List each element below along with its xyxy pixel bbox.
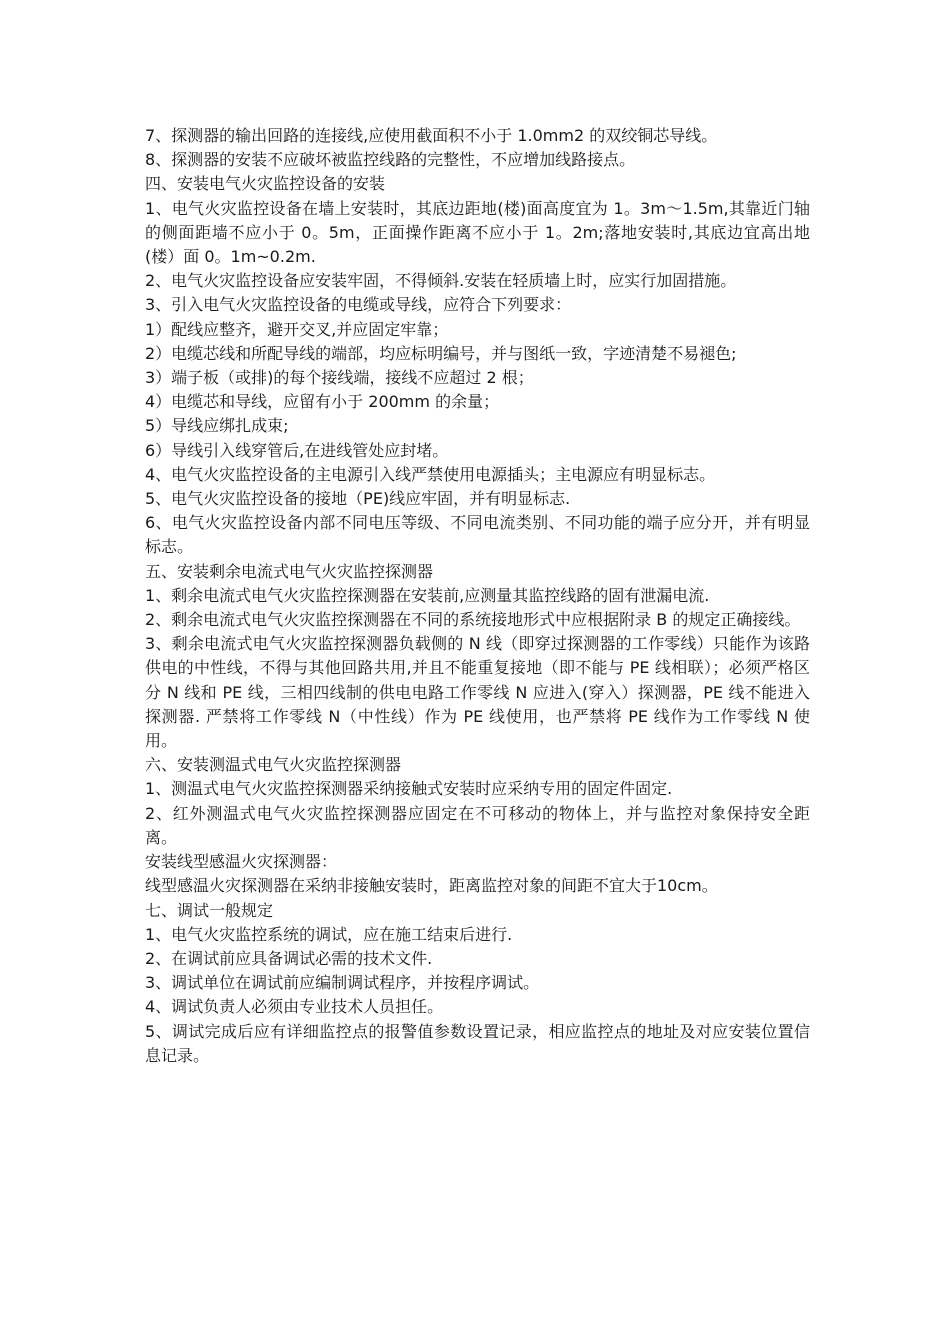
section-heading-5: 五、安装剩余电流式电气火灾监控探测器 — [145, 561, 434, 581]
paragraph-item-8: 8、探测器的安装不应破坏被监控线路的完整性，不应增加线路接点。 — [145, 150, 636, 170]
paragraph-item: 2、剩余电流式电气火灾监控探测器在不同的系统接地形式中应根据附录 B 的规定正确接线。 — [145, 610, 801, 630]
paragraph-item: 3、调试单位在调试前应编制调试程序，并按程序调试。 — [145, 973, 540, 993]
paragraph-item: 2、在调试前应具备调试必需的技术文件. — [145, 948, 433, 968]
subheading: 安装线型感温火灾探测器： — [145, 852, 338, 872]
paragraph-item: 线型感温火灾探测器在采纳非接触安装时，距离监控对象的间距不宜大于10cm。 — [145, 876, 718, 896]
sub-item: 3）端子板（或排)的每个接线端，接线不应超过 2 根； — [145, 368, 534, 388]
paragraph-item-7: 7、探测器的输出回路的连接线,应使用截面积不小于 1.0mm2 的双绞铜芯导线。 — [145, 126, 718, 145]
paragraph-item: 1、电气火灾监控系统的调试，应在施工结束后进行. — [145, 924, 513, 944]
paragraph-item: 2、电气火灾监控设备应安装牢固，不得倾斜.安装在轻质墙上时，应实行加固措施。 — [145, 271, 737, 291]
paragraph-item: 1、测温式电气火灾监控探测器采纳接触式安装时应采纳专用的固定件固定. — [145, 779, 673, 799]
paragraph-item: 3、剩余电流式电气火灾监控探测器负载侧的 N 线（即穿过探测器的工作零线）只能作为该路供电的中性线，不得与其他回路共用,并且不能重复接地（即不能与 PE 线相联）；必须严格区分 N 线和 PE 线，三相四线制的供电电路工作零线 N 应进入(穿入）探测器，PE 线不能进入探测器. 严禁将工作零线 N（中性线）作为 PE 线使用，也严禁将 PE 线作为工作零线 N 使用。 — [145, 634, 810, 751]
section-heading-4: 四、安装电气火灾监控设备的安装 — [145, 174, 386, 194]
paragraph-item: 1、剩余电流式电气火灾监控探测器在安装前,应测量其监控线路的固有泄漏电流. — [145, 585, 710, 605]
paragraph-item: 4、调试负责人必须由专业技术人员担任。 — [145, 997, 444, 1017]
document-body — [145, 124, 810, 1068]
sub-item: 2）电缆芯线和所配导线的端部，均应标明编号，并与图纸一致，字迹清楚不易褪色; — [145, 343, 737, 363]
paragraph-item: 4、电气火灾监控设备的主电源引入线严禁使用电源插头；主电源应有明显标志。 — [145, 464, 716, 484]
sub-item: 1）配线应整齐，避开交叉,并应固定牢靠； — [145, 319, 449, 339]
paragraph-item: 3、引入电气火灾监控设备的电缆或导线，应符合下列要求： — [145, 295, 572, 315]
paragraph-item: 5、电气火灾监控设备的接地（PE)线应牢固，并有明显标志. — [145, 489, 571, 509]
sub-item: 5）导线应绑扎成束; — [145, 416, 289, 436]
sub-item: 4）电缆芯和导线，应留有小于 200mm 的余量； — [145, 392, 500, 412]
section-heading-6: 六、安装测温式电气火灾监控探测器 — [145, 755, 402, 775]
paragraph-item: 6、电气火灾监控设备内部不同电压等级、不同电流类别、不同功能的端子应分开，并有明显标志。 — [145, 513, 810, 557]
paragraph-item: 5、调试完成后应有详细监控点的报警值参数设置记录，相应监控点的地址及对应安装位置信息记录。 — [145, 1021, 810, 1065]
paragraph-item: 1、电气火灾监控设备在墙上安装时，其底边距地(楼)面高度宜为 1。3m～1.5m,其靠近门轴的侧面距墙不应小于 0。5m，正面操作距离不应小于 1。2m;落地安装时,其底边宜高出地(楼）面 0。1m~0.2m. — [145, 198, 810, 267]
sub-item: 6）导线引入线穿管后,在进线管处应封堵。 — [145, 440, 449, 460]
paragraph-item: 2、红外测温式电气火灾监控探测器应固定在不可移动的物体上，并与监控对象保持安全距离。 — [145, 803, 810, 847]
section-heading-7: 七、调试一般规定 — [145, 900, 274, 920]
